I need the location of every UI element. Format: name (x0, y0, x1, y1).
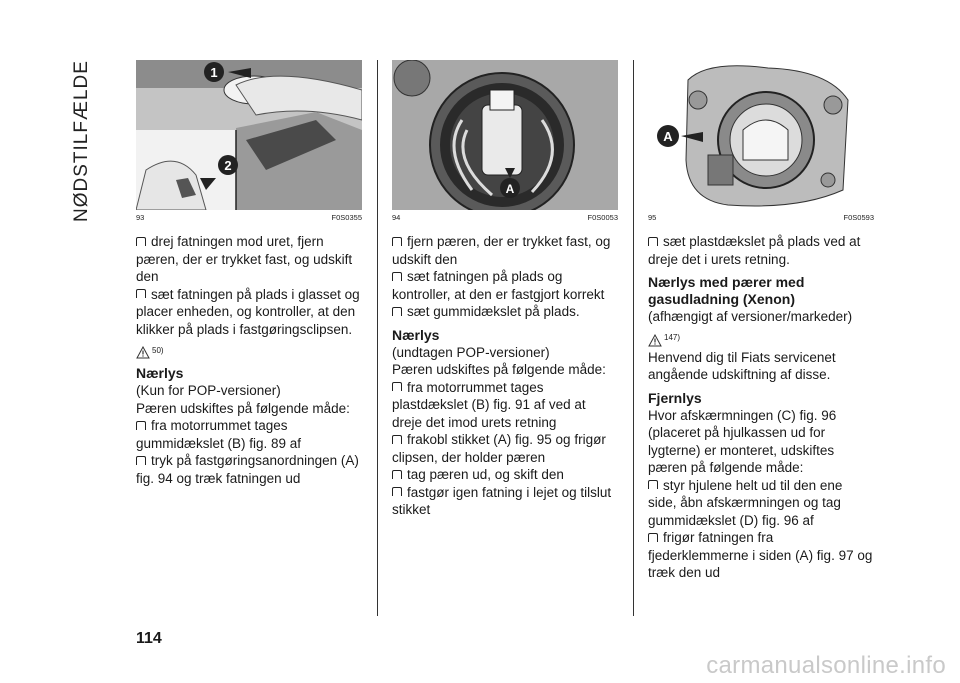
figure-95-illustration (648, 60, 874, 210)
bullet-icon (392, 272, 402, 281)
heading-naerlys: Nærlys (136, 365, 184, 381)
column-2 (392, 60, 618, 519)
warning-reference: 50) (136, 341, 362, 359)
watermark: carmanualsonline.info (706, 652, 946, 679)
bullet-icon (136, 237, 146, 246)
bullet-icon (392, 382, 402, 391)
heading-fjernlys: Fjernlys (648, 389, 702, 406)
bullet-icon (392, 487, 402, 496)
figure-94-illustration (392, 60, 618, 210)
bullet-icon (648, 480, 658, 489)
figure-93-caption: 93 F0S0355 (136, 213, 362, 222)
heading-xenon: Nærlys med pærer med gasudladning (Xenon) (648, 274, 805, 307)
figure-95-caption: 95 F0S0593 (648, 213, 874, 222)
bullet-icon (136, 289, 146, 298)
column-1 (136, 60, 362, 487)
column-1-text: drej fatningen mod uret, fjern pæren, der er trykket fast, og udskift den sæt fatningen på plads i glasset og placer enheden, og kontroller, at den klikker på plads i fastgøringsclipsen. 50) Nærlys (Kun for POP-versioner) Pæren udskiftes på følgende måde: fra motorrummet tages gummidækslet (B) fig. 89 af tryk på fastgøringsanordningen (A) fig. 94 og træk fatningen ud (136, 233, 362, 487)
callout-1: 1 (210, 65, 218, 80)
heading-naerlys: Nærlys (392, 326, 440, 343)
bullet-icon (392, 307, 402, 316)
section-title: NØDSTILFÆLDE (71, 60, 92, 222)
column-3-text: sæt plastdækslet på plads ved at dreje det i urets retning. Nærlys med pærer med gasudladning (Xenon) (afhængigt af versioner/markeder) 147) Henvend dig til Fiats servicenet angående udskiftning af disse. Fjernlys Hvor afskærmningen (C) fig. 96 (placeret på hjulkassen ud for lygterne) er monteret, udskiftes pæren på følgende måde: styr hjulene helt ud til den ene side, åbn afskærmningen og tag gummidækslet (D) fig. 96 af frigør fatningen fra fjederklemmerne i siden (A) fig. 97 og træk den ud (648, 234, 873, 580)
callout-2: 2 (224, 158, 232, 173)
bullet-icon (392, 470, 402, 479)
callout-a: A (505, 182, 515, 196)
bullet-icon (648, 533, 658, 542)
column-3 (648, 60, 874, 582)
warning-triangle-icon (648, 334, 662, 347)
column-divider (377, 60, 378, 616)
column-2-text: fjern pæren, der er trykket fast, og udskift den sæt fatningen på plads og kontroller, at den er fastgjort korrekt sæt gummidækslet på plads. Nærlys (undtagen POP-versioner) Pæren udskiftes på følgende måde: fra motorrummet tages plastdækslet (B) fig. 91 af ved at dreje det imod urets retning frakobl stikket (A) fig. 95 og frigør clipsen, der holder pæren tag pæren ud, og skift den fastgør igen fatning i lejet og tilslut stikket (392, 233, 618, 519)
bullet-icon (392, 237, 402, 246)
figure-95 (648, 60, 874, 210)
bullet-icon (648, 237, 658, 246)
bullet-icon (136, 456, 146, 465)
figure-94 (392, 60, 618, 210)
page-number: 114 (136, 630, 162, 647)
warning-triangle-icon (136, 346, 150, 359)
warning-reference: 147) (648, 329, 874, 347)
figure-93-illustration (136, 60, 362, 210)
callout-a: A (663, 129, 673, 144)
column-divider (633, 60, 634, 616)
bullet-icon (136, 421, 146, 430)
figure-93 (136, 60, 362, 210)
figure-94-caption: 94 F0S0053 (392, 213, 618, 222)
bullet-icon (392, 435, 402, 444)
